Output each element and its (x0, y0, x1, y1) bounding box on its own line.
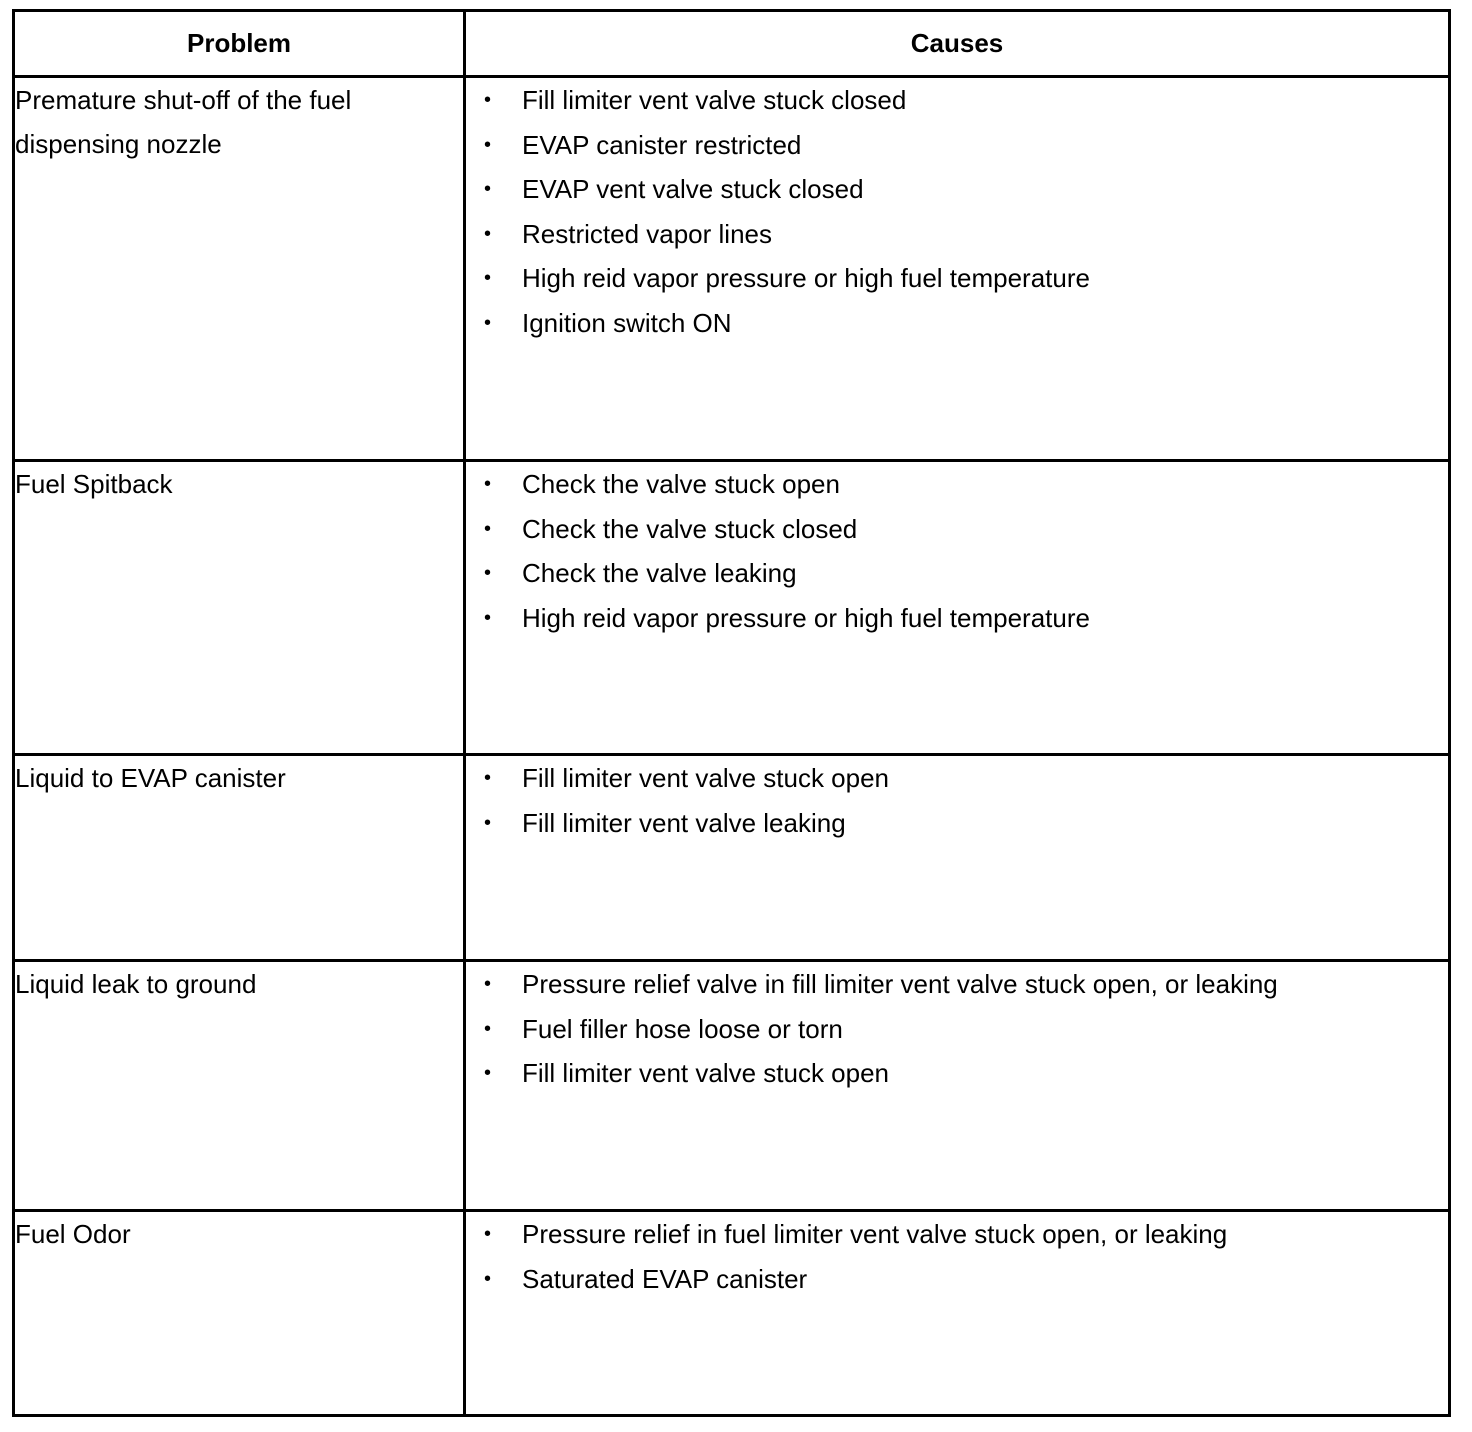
bullet-icon: • (484, 267, 492, 289)
bullet-icon: • (484, 1223, 492, 1245)
cause-item (466, 1051, 1448, 1096)
cause-text: Fill limiter vent valve stuck closed (522, 85, 907, 115)
table-row (14, 77, 1450, 461)
cause-item (466, 551, 1448, 596)
cause-text: Fill limiter vent valve stuck open (522, 763, 890, 793)
cause-item (466, 801, 1448, 846)
bullet-icon: • (484, 311, 492, 334)
bullet-icon: • (484, 517, 492, 540)
causes-cell (465, 77, 1450, 461)
cause-item (466, 123, 1448, 168)
cause-item (466, 167, 1448, 212)
bullet-icon: • (484, 811, 492, 834)
cause-text: Pressure relief valve in fill limiter vent valve stuck open, or leaking (522, 969, 1278, 999)
table-row (14, 461, 1450, 755)
bullet-icon: • (484, 133, 492, 156)
cause-text: EVAP vent valve stuck closed (522, 174, 864, 204)
cause-item (466, 1007, 1448, 1052)
cause-text: Saturated EVAP canister (522, 1263, 808, 1294)
cause-text: Fuel filler hose loose or torn (522, 1013, 843, 1044)
table-row (14, 755, 1450, 961)
cause-item (466, 1212, 1448, 1257)
causes-cell (465, 1211, 1450, 1416)
cause-item (466, 78, 1448, 123)
cause-item (466, 756, 1448, 801)
bullet-icon: • (484, 1062, 492, 1084)
cause-list (466, 78, 1448, 345)
cause-text: EVAP canister restricted (522, 129, 802, 160)
cause-text: Fill limiter vent valve leaking (522, 807, 846, 838)
problem-cell: Fuel Odor (14, 1211, 465, 1416)
causes-cell (465, 461, 1450, 755)
cause-item (466, 1257, 1448, 1302)
cause-item (466, 301, 1448, 346)
cause-text: Fill limiter vent valve stuck open (522, 1058, 890, 1088)
cause-list (466, 462, 1448, 640)
causes-column-header: Causes (465, 11, 1450, 77)
bullet-icon: • (484, 89, 492, 111)
cause-item (466, 596, 1448, 641)
bullet-icon: • (484, 562, 492, 584)
bullet-icon: • (484, 1017, 492, 1040)
cause-text: High reid vapor pressure or high fuel temperature (522, 263, 1090, 293)
cause-item (466, 507, 1448, 552)
bullet-icon: • (484, 1267, 492, 1290)
cause-list (466, 1212, 1448, 1301)
table-row (14, 1211, 1450, 1416)
cause-text: High reid vapor pressure or high fuel temperature (522, 602, 1090, 633)
problem-cell: Premature shut-off of the fuel dispensing nozzle (14, 77, 465, 461)
cause-list (466, 962, 1448, 1096)
bullet-icon: • (484, 473, 492, 495)
problem-column-header: Problem (14, 11, 465, 77)
cause-text: Check the valve leaking (522, 558, 797, 588)
bullet-icon: • (484, 178, 492, 200)
cause-item (466, 256, 1448, 301)
bullet-icon: • (484, 767, 492, 789)
diagnosis-table (12, 9, 1451, 1417)
problem-cell: Liquid to EVAP canister (14, 755, 465, 961)
header-row (14, 11, 1450, 77)
cause-item (466, 462, 1448, 507)
cause-text: Ignition switch ON (522, 307, 732, 338)
cause-text: Pressure relief in fuel limiter vent valve stuck open, or leaking (522, 1219, 1228, 1249)
bullet-icon: • (484, 222, 492, 245)
cause-list (466, 756, 1448, 845)
problem-cell: Liquid leak to ground (14, 961, 465, 1211)
cause-text: Check the valve stuck closed (522, 513, 858, 544)
problem-cell: Fuel Spitback (14, 461, 465, 755)
cause-item (466, 962, 1448, 1007)
cause-text: Restricted vapor lines (522, 218, 772, 249)
causes-cell (465, 961, 1450, 1211)
table-row (14, 961, 1450, 1211)
cause-text: Check the valve stuck open (522, 469, 840, 499)
bullet-icon: • (484, 606, 492, 629)
bullet-icon: • (484, 973, 492, 995)
cause-item (466, 212, 1448, 257)
causes-cell (465, 755, 1450, 961)
